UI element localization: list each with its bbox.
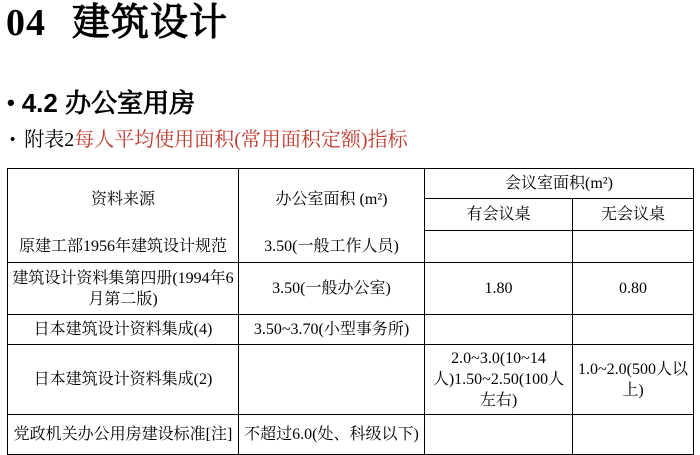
table-row [8,263,694,315]
section-heading [7,87,195,119]
table-header-row-1 [8,169,694,199]
table-cell-office: 3.50~3.70(小型事务所) [239,315,425,345]
table-cell-source: 日本建筑设计资料集成(4) [8,315,239,345]
header-cell-office-area: 办公室面积 (m²) [239,169,425,231]
table-caption-prefix: 附表2 [24,129,75,151]
table-row [8,315,694,345]
table-cell-office: 不超过6.0(处、科级以下) [239,415,425,455]
office-area-table [7,168,694,455]
table-cell-without: 0.80 [573,263,694,315]
section-heading-label: 4.2 办公室用房 [21,88,196,118]
page-title-text: 建筑设计 [72,2,229,44]
table-caption [10,127,408,153]
table-cell-office: 3.50(一般办公室) [239,263,425,315]
table-row [8,415,694,455]
table-cell-office: 3.50(一般工作人员) [239,231,425,263]
table-cell-with: 1.80 [425,263,573,315]
table-cell-with [425,231,573,263]
header-cell-without-table: 无会议桌 [573,199,694,231]
table-row [8,345,694,415]
page-title-number: 04 [6,2,46,44]
table-caption-highlight: 每人平均使用面积(常用面积定额)指标 [74,129,408,151]
header-cell-source: 资料来源 [8,169,239,231]
page-title [6,0,228,46]
table-cell-source: 建筑设计资料集第四册(1994年6月第二版) [8,263,239,315]
header-cell-meeting-area: 会议室面积(m²) [425,169,694,199]
table-cell-without [573,415,694,455]
table-cell-source: 原建工部1956年建筑设计规范 [8,231,239,263]
table-cell-office [239,345,425,415]
table-cell-source: 党政机关办公用房建设标准[注] [8,415,239,455]
header-cell-with-table: 有会议桌 [425,199,573,231]
table-cell-source: 日本建筑设计资料集成(2) [8,345,239,415]
table-cell-with [425,315,573,345]
table-row [8,231,694,263]
table-cell-with [425,415,573,455]
bullet-icon: • [7,90,15,115]
table-cell-without: 1.0~2.0(500人以上) [573,345,694,415]
table-cell-without [573,315,694,345]
table-cell-with: 2.0~3.0(10~14人)1.50~2.50(100人左右) [425,345,573,415]
bullet-icon: • [10,131,16,148]
table-cell-without [573,231,694,263]
